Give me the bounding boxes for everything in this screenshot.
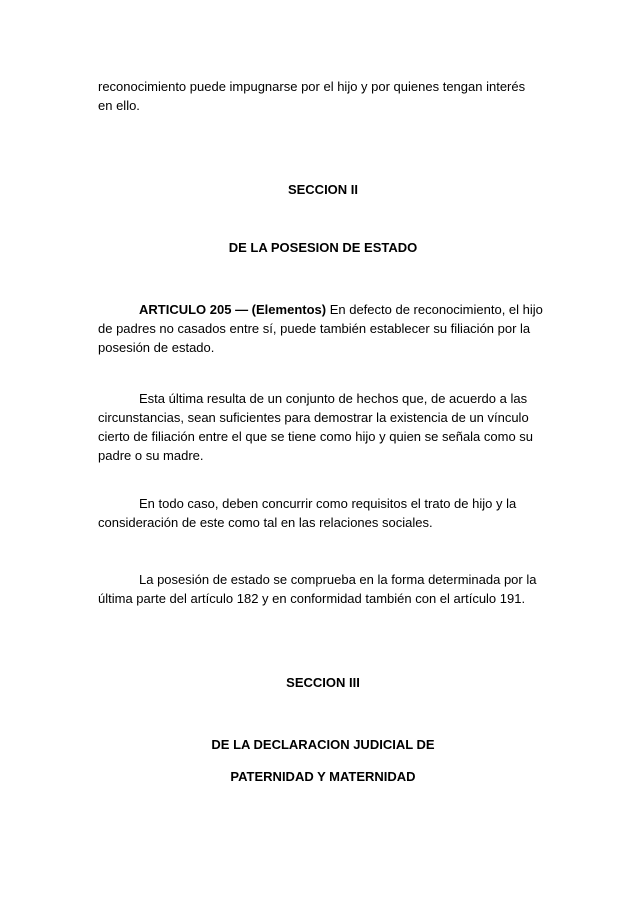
paragraph-line: última parte del artículo 182 y en conformidad también con el artículo 191. xyxy=(98,591,526,606)
paragraph-line: reconocimiento puede impugnarse por el hijo y por quienes tengan interés xyxy=(98,79,526,94)
paragraph-line xyxy=(98,300,548,319)
paragraph-line: padre o su madre. xyxy=(98,448,204,463)
paragraph-line: posesión de estado. xyxy=(98,340,215,355)
paragraph-line: consideración de este como tal en las relaciones sociales. xyxy=(98,515,433,530)
paragraph-line: Esta última resulta de un conjunto de hechos que, de acuerdo a las xyxy=(139,391,528,406)
paragraph-3 xyxy=(98,494,548,532)
section-iii-subtitle-line-2: PATERNIDAD Y MATERNIDAD xyxy=(230,769,416,784)
intro-paragraph xyxy=(98,77,548,115)
paragraph-line: La posesión de estado se comprueba en la forma determinada por la xyxy=(139,572,537,587)
article-205-text: En defecto de reconocimiento, el hijo xyxy=(326,302,543,317)
article-205-paragraph xyxy=(98,300,548,357)
paragraph-2 xyxy=(98,389,548,465)
section-ii-subtitle: DE LA POSESION DE ESTADO xyxy=(228,240,418,255)
section-iii-title: SECCION III xyxy=(286,675,360,690)
paragraph-4 xyxy=(98,570,548,608)
paragraph-line: de padres no casados entre sí, puede también establecer su filiación por la xyxy=(98,321,531,336)
section-iii-subtitle-line-1: DE LA DECLARACION JUDICIAL DE xyxy=(211,737,435,752)
paragraph-line: circunstancias, sean suficientes para demostrar la existencia de un vínculo xyxy=(98,410,529,425)
paragraph-line: en ello. xyxy=(98,98,140,113)
section-ii-title: SECCION II xyxy=(287,182,359,197)
paragraph-line: cierto de filiación entre el que se tiene como hijo y quien se señala como su xyxy=(98,429,534,444)
article-205-label: ARTICULO 205 — (Elementos) xyxy=(139,302,327,317)
paragraph-line: En todo caso, deben concurrir como requisitos el trato de hijo y la xyxy=(139,496,517,511)
